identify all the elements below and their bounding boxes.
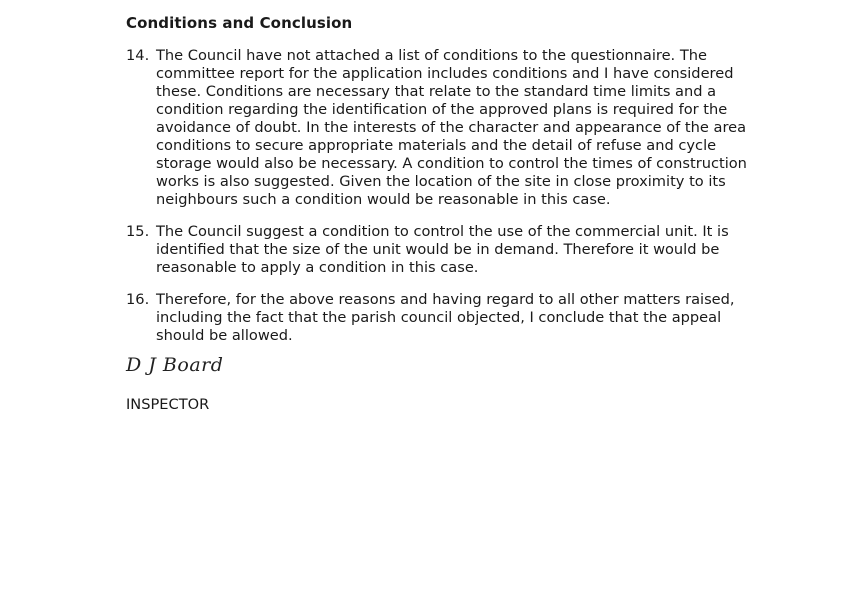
paragraph-text: Therefore, for the above reasons and having regard to all other matters raised, including the fact that the parish council objected, I conclude that the appeal should be allowed. — [156, 291, 735, 344]
paragraph-16 — [126, 291, 766, 345]
inspector-role: INSPECTOR — [126, 396, 210, 413]
paragraph-number: 14. — [126, 47, 150, 64]
section-heading: Conditions and Conclusion — [126, 14, 353, 32]
paragraph-text: The Council suggest a condition to control the use of the commercial unit. It is identified that the size of the unit would be in demand. Therefore it would be reasonable to apply a condition in this case. — [156, 223, 729, 276]
paragraph-number: 15. — [126, 223, 150, 240]
paragraph-number: 16. — [126, 291, 150, 308]
paragraph-14 — [126, 47, 766, 209]
inspector-signature: D J Board — [126, 354, 224, 376]
paragraph-15 — [126, 223, 766, 277]
paragraph-text: The Council have not attached a list of conditions to the questionnaire. The committee report for the application includes conditions and I have considered these. Conditions are necessary that relate to the standard time limits and a condition regarding the identification of the approved plans is required for the avoidance of doubt. In the interests of the character and appearance of the area conditions to secure appropriate materials and the detail of refuse and cycle storage would also be necessary. A condition to control the times of construction works is also suggested. Given the location of the site in close proximity to its neighbours such a condition would be reasonable in this case. — [156, 47, 747, 208]
